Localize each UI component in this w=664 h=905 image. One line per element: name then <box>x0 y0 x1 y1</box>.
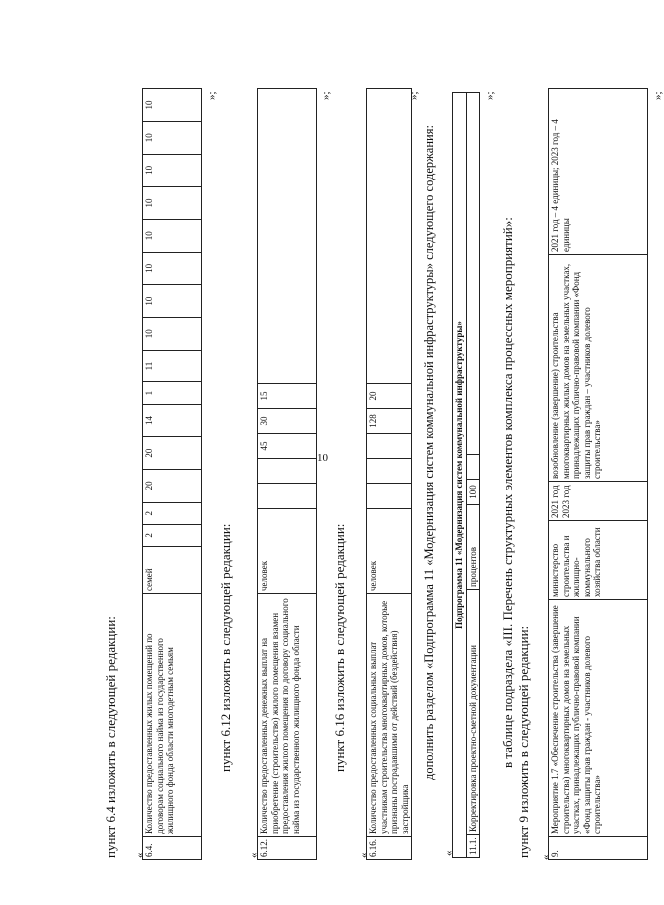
value-cell <box>367 484 412 509</box>
paragraph-table-section: в таблице подраздела «III. Перечень структурных элементов комплекса процессных мероприятий»: <box>500 217 515 768</box>
value-cell: 10 <box>143 187 202 220</box>
task-cell: возобновление (завершение) строительства многоквартирных жилых домов на земельных участках, принадлежащих публично-правовой компании «Фонд защиты прав граждан – участников долевого строительства» <box>549 255 648 482</box>
open-quote: « <box>134 852 146 858</box>
value-cell: 20 <box>143 469 202 502</box>
value-cell: 2 <box>143 502 202 524</box>
row-unit: процентов <box>466 505 480 590</box>
value-cell <box>367 434 412 459</box>
value-cell: 15 <box>258 384 317 409</box>
value-cell: 100 <box>466 480 480 505</box>
table-row <box>466 93 480 858</box>
value-cell: 128 <box>367 409 412 434</box>
open-quote: « <box>540 854 552 860</box>
value-cell: 10 <box>143 317 202 350</box>
value-cell <box>367 89 412 384</box>
value-cell <box>466 93 480 455</box>
row-number: 11.1. <box>466 835 480 858</box>
table-row <box>367 89 412 860</box>
table-row <box>549 89 648 860</box>
row-number: 6.12. <box>258 837 317 860</box>
table-6-16 <box>366 88 412 860</box>
value-cell: 30 <box>258 409 317 434</box>
paragraph-9: пункт 9 изложить в следующей редакции: <box>516 625 531 858</box>
value-cell: 10 <box>143 252 202 285</box>
close-quote: »; <box>652 91 664 100</box>
value-cell: 20 <box>367 384 412 409</box>
table-row <box>453 93 467 858</box>
close-quote: »; <box>206 91 218 100</box>
close-quote: »; <box>484 91 496 100</box>
value-cell <box>466 455 480 480</box>
value-cell <box>258 459 317 484</box>
paragraph-6-16: пункт 6.16 изложить в следующей редакции: <box>332 523 347 772</box>
paragraph-6-4: пункт 6.4 изложить в следующей редакции: <box>103 616 118 858</box>
page-number: 10 <box>317 452 328 464</box>
table-row <box>258 89 317 860</box>
value-cell: 20 <box>143 437 202 470</box>
row-number: 6.16. <box>367 837 412 860</box>
paragraph-add-section: дополнить разделом «Подпрограмма 11 «Модернизация систем коммунальной инфраструктуры» следующего содержания: <box>422 125 436 780</box>
row-unit: человек <box>367 509 412 594</box>
row-unit: человек <box>258 509 317 594</box>
table-subprogram-11 <box>452 92 480 858</box>
close-quote: »; <box>408 91 420 100</box>
table-6-4 <box>142 88 202 860</box>
event-cell: Мероприятие 1.7 «Обеспечение строительства (завершение строительства) многоквартирных домов на земельных участках, принадлежащих публично-правовой компании «Фонд защиты прав граждан - участников долевого строительства» <box>549 600 648 837</box>
value-cell: 45 <box>258 434 317 459</box>
row-name: Количество предоставленных денежных выплат на приобретение (строительство) жилого помещения взамен предоставления жилого помещения по договору социального найма из государственного жилищного фонда области <box>258 594 317 837</box>
value-cell: 10 <box>143 285 202 318</box>
executor-cell: министерство строительства и жилищно-коммунального хозяйства области <box>549 521 648 600</box>
table-row-9 <box>548 88 648 860</box>
value-cell: 2 <box>143 524 202 546</box>
table-6-12 <box>257 88 317 860</box>
value-cell <box>258 484 317 509</box>
row-unit: семей <box>143 547 202 594</box>
value-cell: 14 <box>143 404 202 437</box>
years-cell: 2021 год 2023 год <box>549 482 648 521</box>
row-name: Корректировка проектно-сметной документации <box>466 590 480 835</box>
row-number: 9. <box>549 837 648 860</box>
subprogram-title: Подпрограмма 11 «Модернизация систем коммунальной инфраструктуры» <box>453 93 467 858</box>
value-cell <box>367 459 412 484</box>
result-cell: 2021 год – 4 единицы; 2023 год – 4 единицы <box>549 89 648 255</box>
value-cell: 10 <box>143 219 202 252</box>
value-cell <box>258 89 317 384</box>
value-cell: 1 <box>143 382 202 404</box>
table-row <box>143 89 202 860</box>
row-name: Количество предоставленных жилых помещений по договорам социального найма из государственного жилищного фонда области многодетным семьям <box>143 594 202 837</box>
open-quote: « <box>358 852 370 858</box>
open-quote: « <box>443 850 455 856</box>
rotated-page <box>100 88 664 868</box>
open-quote: « <box>248 852 260 858</box>
value-cell: 11 <box>143 350 202 382</box>
value-cell: 10 <box>143 154 202 187</box>
row-number: 6.4. <box>143 837 202 860</box>
value-cell: 10 <box>143 89 202 122</box>
value-cell: 10 <box>143 121 202 154</box>
paragraph-6-12: пункт 6.12 изложить в следующей редакции: <box>218 523 233 772</box>
row-name: Количество предоставленных социальных выплат участникам строительства многоквартирных домов, которые признаны пострадавшими от действий (бездействия) застройщика <box>367 594 412 837</box>
close-quote: »; <box>320 91 332 100</box>
